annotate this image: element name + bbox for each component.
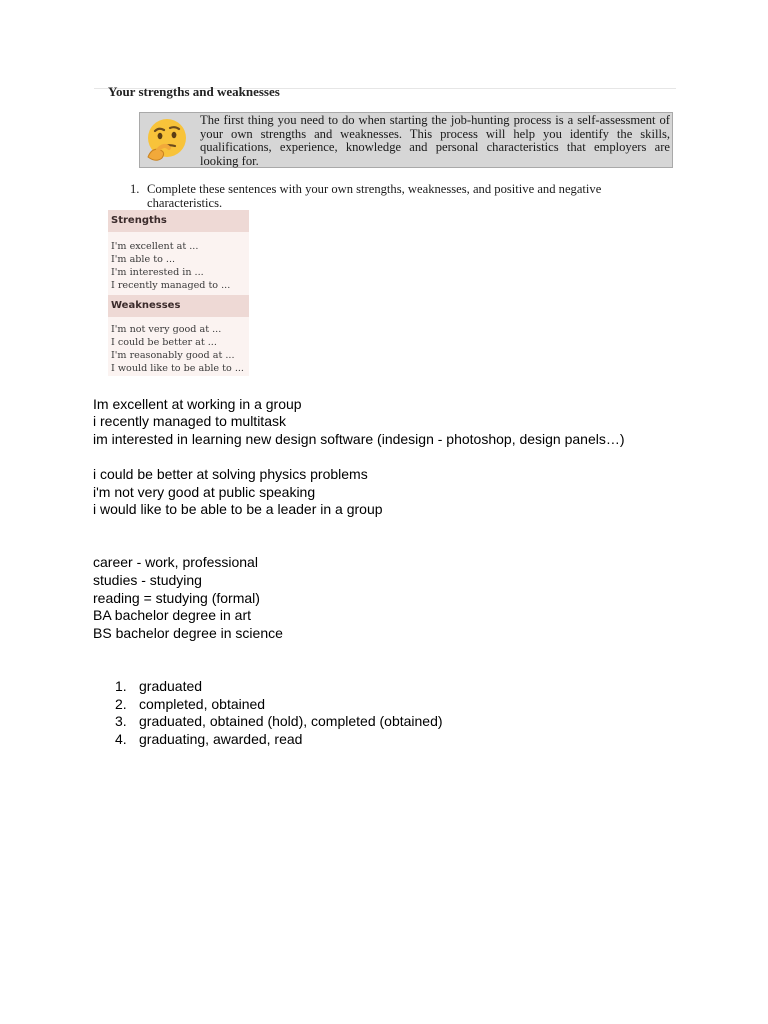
strength-starter: I recently managed to ... <box>111 280 231 291</box>
excerpt-title: Your strengths and weaknesses <box>108 84 280 99</box>
vocabulary-item: career - work, professional <box>93 554 258 570</box>
sentence-starters-card <box>108 210 249 376</box>
list-number: 2. <box>115 696 127 712</box>
vocabulary-item: BS bachelor degree in science <box>93 625 283 641</box>
list-number: 4. <box>115 731 127 747</box>
list-text: graduated <box>139 678 203 694</box>
strength-answer: Im excellent at working in a group <box>93 396 302 412</box>
list-text: graduating, awarded, read <box>139 731 303 747</box>
list-text: graduated, obtained (hold), completed (obtained) <box>139 713 443 729</box>
weaknesses-heading: Weaknesses <box>108 295 249 317</box>
strength-answer: i recently managed to multitask <box>93 413 286 429</box>
strength-starter: I'm able to ... <box>111 254 176 265</box>
vocabulary-item: studies - studying <box>93 572 202 588</box>
textbook-excerpt <box>94 84 676 378</box>
thinking-face-icon <box>144 117 190 163</box>
list-number: 1. <box>115 678 127 694</box>
intro-box <box>139 112 673 168</box>
weakness-starter: I would like to be able to ... <box>111 363 244 374</box>
weakness-starter: I'm not very good at ... <box>111 324 222 335</box>
weakness-starter: I could be better at ... <box>111 337 217 348</box>
strength-answer: im interested in learning new design software (indesign - photoshop, design panels…) <box>93 431 625 447</box>
list-text: completed, obtained <box>139 696 266 712</box>
task-text: Complete these sentences with your own strengths, weaknesses, and positive and negative characteristics. <box>147 182 602 210</box>
weakness-answer: i would like to be able to be a leader in a group <box>93 501 383 517</box>
strength-starter: I'm interested in ... <box>111 267 204 278</box>
weakness-answer: i'm not very good at public speaking <box>93 484 316 500</box>
vocabulary-item: reading = studying (formal) <box>93 590 260 606</box>
vocabulary-item: BA bachelor degree in art <box>93 607 251 623</box>
weakness-starter: I'm reasonably good at ... <box>111 350 235 361</box>
list-number: 3. <box>115 713 127 729</box>
task-number: 1. <box>130 182 140 196</box>
intro-text: The first thing you need to do when starting the job-hunting process is a self-assessment of your own strengths and weaknesses. This process will help you identify the skills, qualifications, experience, knowledge and personal characteristics that employers are looking for. <box>200 113 670 168</box>
strengths-heading: Strengths <box>108 210 249 232</box>
strength-starter: I'm excellent at ... <box>111 241 199 252</box>
weakness-answer: i could be better at solving physics problems <box>93 466 368 482</box>
